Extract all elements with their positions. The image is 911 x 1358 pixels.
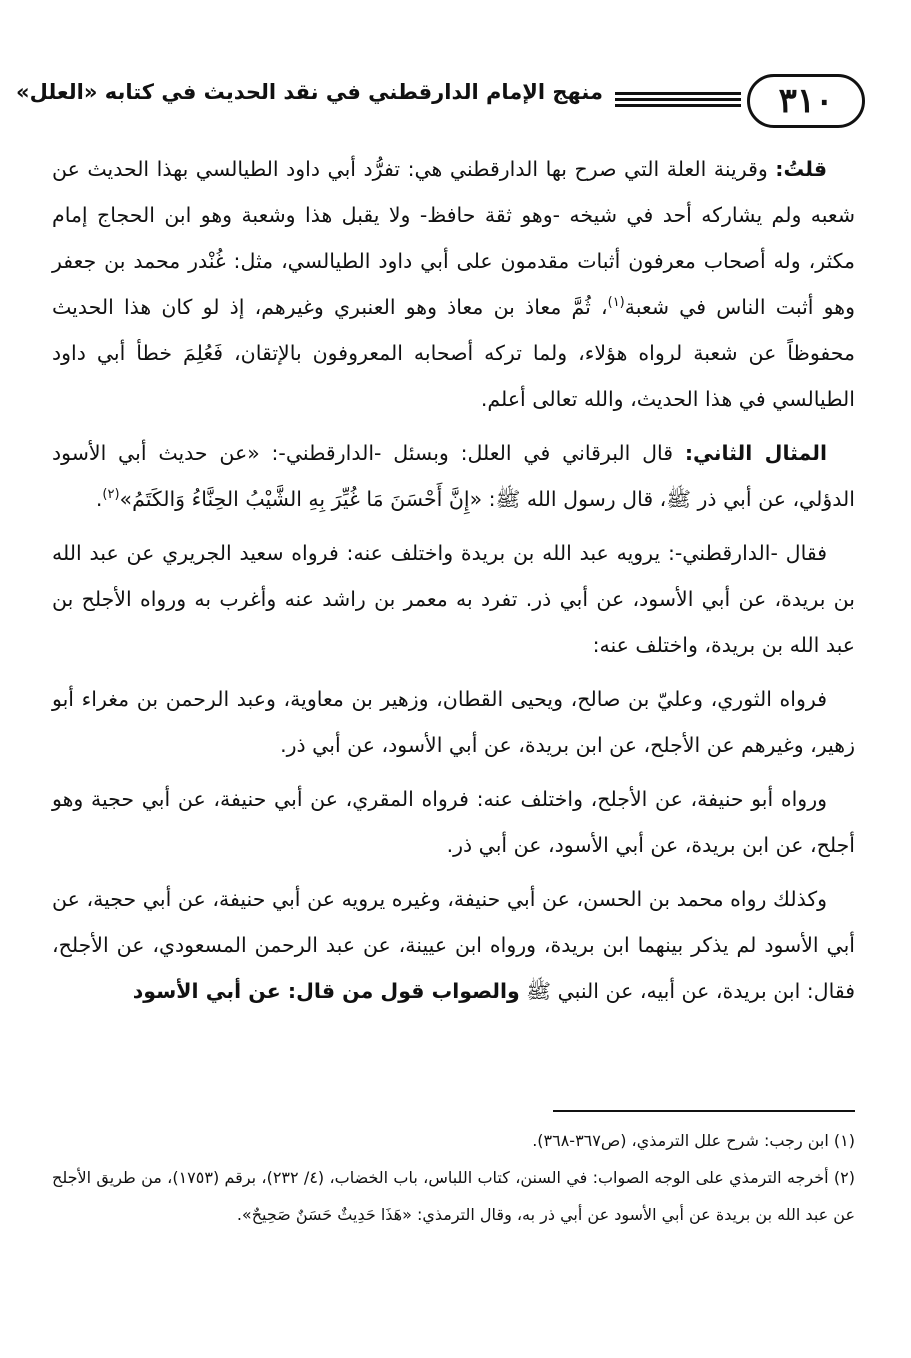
paragraph-text-continued: ، ثُمَّ معاذ بن معاذ وهو العنبري وغيرهم، إذ لو كان هذا الحديث محفوظاً عن شعبة لرواه هؤلاء، ولما تركه أصحابه المعروفون بالإتقان، فَعُلِمَ خطأ أبي داود الطيالسي في هذا الحديث، والله تعالى أعلم. [52, 295, 855, 411]
footnotes [52, 1122, 855, 1233]
main-text [52, 146, 855, 1022]
paragraph [52, 146, 855, 422]
paragraph-bold-conclusion: والصواب قول من قال: عن أبي الأسود [132, 979, 520, 1003]
page-number: ٣١٠ [747, 74, 865, 128]
page-header [16, 74, 865, 130]
footnote-2: (٢) أخرجه الترمذي على الوجه الصواب: في السنن، كتاب اللباس، باب الخضاب، (٤/ ٢٣٢)، برقم (١٧٥٣)، من طريق الأجلح عن عبد الله بن بريدة عن أبي الأسود عن أبي ذر به، وقال الترمذي: «هَذَا حَدِيثٌ حَسَنٌ صَحِيحٌ». [52, 1168, 855, 1224]
paragraph-text: ورواه أبو حنيفة، عن الأجلح، واختلف عنه: فرواه المقري، عن أبي حنيفة، عن أبي حجية وهو أجلح، عن ابن بريدة، عن أبي الأسود، عن أبي ذر. [52, 787, 855, 857]
footnote-1: (١) ابن رجب: شرح علل الترمذي، (ص٣٦٧-٣٦٨). [532, 1131, 855, 1150]
paragraph-text: وقرينة العلة التي صرح بها الدارقطني هي: تفرُّد أبي داود الطيالسي بهذا الحديث عن شعبه ولم يشاركه أحد في شيخه -وهو ثقة حافظ- ولا يقبل هذا وشعبة وهو ابن الحجاج إمام مكثر، وله أصحاب معرفون أثبات مقدمون على أبي داود الطيالسي، مثل: غُنْدر محمد بن جعفر وهو أثبت الناس في شعبة [52, 157, 855, 319]
paragraph-text: فرواه الثوري، وعليّ بن صالح، ويحيى القطان، وزهير بن معاوية، وعبد الرحمن بن مغراء أبو زهير، وغيرهم عن الأجلح، عن ابن بريدة، عن أبي الأسود، عن أبي ذر. [52, 687, 855, 757]
running-title: منهج الإمام الدارقطني في نقد الحديث في كتابه «العلل» [16, 80, 603, 104]
paragraph [52, 430, 855, 522]
paragraph-text: قال البرقاني في العلل: وبسئل -الدارقطني-: «عن حديث أبي الأسود الدؤلي، عن أبي ذر ﷺ، قال رسول الله ﷺ: «إِنَّ أَحْسَنَ مَا غُيِّرَ بِهِ الشَّيْبُ الحِنَّاءُ وَالكَتَمُ» [52, 441, 855, 511]
footnote-reference: (٢) [102, 487, 120, 503]
paragraph-lead: قلتُ: [775, 157, 827, 181]
paragraph-lead: المثال الثاني: [684, 441, 827, 465]
paragraph [52, 530, 855, 668]
paragraph-text: وكذلك رواه محمد بن الحسن، عن أبي حنيفة، وغيره يرويه عن أبي حنيفة، عن أبي حجية، عن أبي الأسود لم يذكر بينهما ابن بريدة، ورواه ابن عيينة، عن عبد الرحمن المسعودي، عن الأجلح، فقال: ابن بريدة، عن أبيه، عن النبي ﷺ [52, 887, 855, 1003]
footnote-reference: (١) [607, 295, 625, 311]
paragraph [52, 676, 855, 768]
footnote-separator [553, 1110, 855, 1112]
paragraph-text-continued: . [95, 487, 103, 511]
paragraph [52, 876, 855, 1014]
paragraph [52, 776, 855, 868]
header-decorative-rules [615, 92, 741, 108]
paragraph-text: فقال -الدارقطني-: يرويه عبد الله بن بريدة واختلف عنه: فرواه سعيد الجريري عن عبد الله بن بريدة، عن أبي الأسود، عن أبي ذر. تفرد به معمر بن راشد عنه وأغرب به ورواه الأجلح بن عبد الله بن بريدة، واختلف عنه: [52, 541, 855, 657]
